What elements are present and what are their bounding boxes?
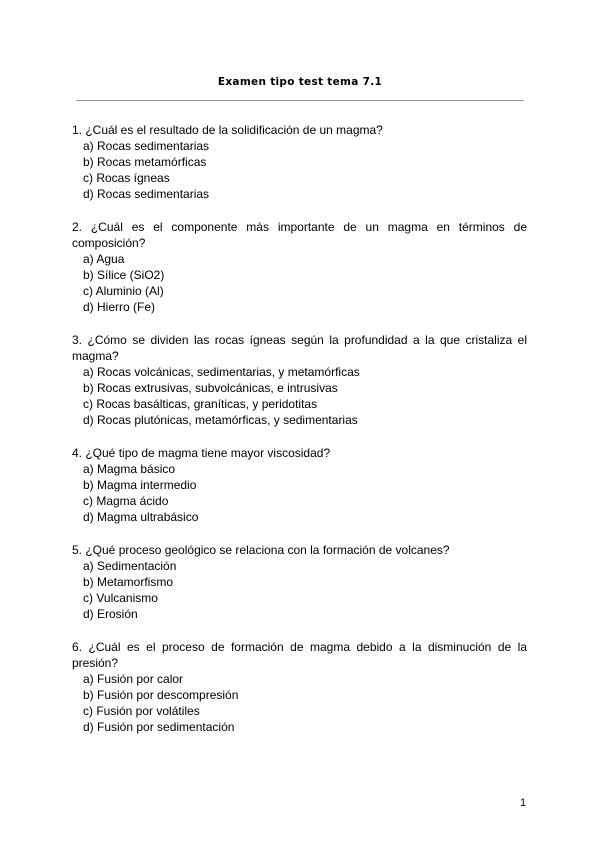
option-a: a) Agua <box>83 252 125 266</box>
option-a: a) Rocas sedimentarias <box>83 139 210 153</box>
question-text: 5. ¿Qué proceso geológico se relaciona con la formación de volcanes? <box>72 543 450 557</box>
option-list <box>72 364 527 428</box>
option-b: b) Rocas extrusivas, subvolcánicas, e intrusivas <box>83 381 338 395</box>
option-b: b) Sílice (SiO2) <box>83 268 165 282</box>
question-1 <box>72 122 527 202</box>
option-list <box>72 558 527 622</box>
option-c: c) Vulcanismo <box>83 591 158 605</box>
question-2 <box>72 219 527 315</box>
option-list <box>72 671 527 735</box>
option-c: c) Aluminio (Al) <box>83 284 164 298</box>
option-c: c) Rocas ígneas <box>83 171 170 185</box>
page-title: Examen tipo test tema 7.1 <box>217 76 383 88</box>
title-divider <box>76 100 524 101</box>
page-number: 1 <box>520 797 527 809</box>
question-text: 2. ¿Cuál es el componente más importante de un magma en términos de composición? <box>72 220 527 250</box>
option-b: b) Fusión por descompresión <box>83 688 239 702</box>
option-d: d) Rocas sedimentarias <box>83 187 210 201</box>
option-b: b) Magma intermedio <box>83 478 197 492</box>
option-b: b) Metamorfismo <box>83 575 174 589</box>
question-4 <box>72 445 527 525</box>
option-d: d) Magma ultrabásico <box>83 510 199 524</box>
option-a: a) Magma básico <box>83 462 176 476</box>
question-3 <box>72 332 527 428</box>
question-5 <box>72 542 527 622</box>
question-list <box>72 122 527 752</box>
option-d: d) Hierro (Fe) <box>83 300 156 314</box>
question-text: 1. ¿Cuál es el resultado de la solidificación de un magma? <box>72 123 383 137</box>
question-text: 3. ¿Cómo se dividen las rocas ígneas según la profundidad a la que cristaliza el magma? <box>72 333 527 363</box>
option-a: a) Fusión por calor <box>83 672 184 686</box>
option-list <box>72 251 527 315</box>
option-d: d) Rocas plutónicas, metamórficas, y sedimentarias <box>83 413 358 427</box>
option-list <box>72 138 527 202</box>
option-c: c) Fusión por volátiles <box>83 704 200 718</box>
option-a: a) Sedimentación <box>83 559 177 573</box>
question-text: 4. ¿Qué tipo de magma tiene mayor viscosidad? <box>72 446 331 460</box>
option-d: d) Erosión <box>83 607 138 621</box>
option-b: b) Rocas metamórficas <box>83 155 207 169</box>
option-list <box>72 461 527 525</box>
option-c: c) Rocas basálticas, graníticas, y peridotitas <box>83 397 318 411</box>
option-a: a) Rocas volcánicas, sedimentarias, y metamórficas <box>83 365 360 379</box>
option-d: d) Fusión por sedimentación <box>83 720 235 734</box>
question-6 <box>72 639 527 735</box>
option-c: c) Magma ácido <box>83 494 169 508</box>
question-text: 6. ¿Cuál es el proceso de formación de magma debido a la disminución de la presión? <box>72 640 527 670</box>
